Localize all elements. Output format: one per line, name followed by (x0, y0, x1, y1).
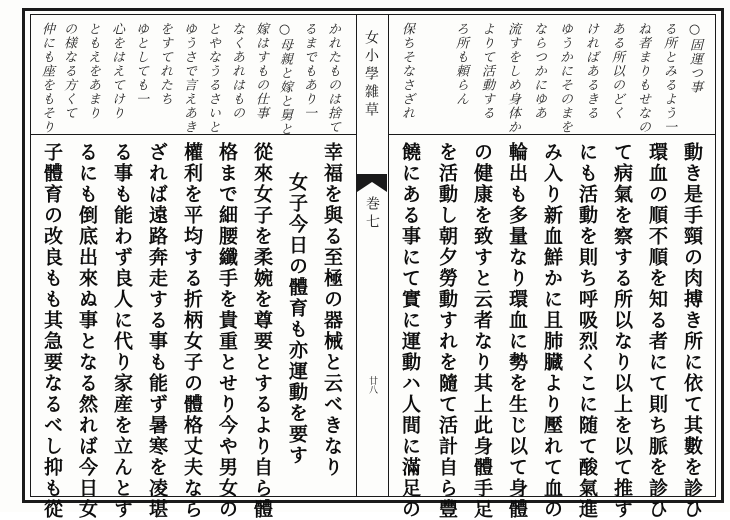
right-main-column: て病氣を察する所以なり以上を以て推す (611, 142, 633, 520)
right-annotation-column: ゆうかにそのまを (557, 22, 572, 134)
right-annotation-column: る所とみるよう一 (661, 22, 676, 134)
left-main-column: 權利を平均する折柄女子の體格丈夫なら (181, 142, 203, 520)
right-main-column: にも活動を則ち呼吸烈くこに随て酸氣進 (576, 142, 598, 520)
spine-right-line (388, 14, 389, 497)
left-annotation-column: るまでもあり一 (301, 22, 316, 120)
left-annotation-column: 仲にも座をもそり (39, 22, 54, 134)
right-main-column: 動き是手頸の肉搏き所に依て其數を診ひ (681, 142, 703, 520)
left-main-column: 格まで細腰纖手を貴重とせり今や男女の (216, 142, 238, 520)
right-annotation-column: ければあるきる (583, 22, 598, 120)
left-main-column: 女子今日の體育も亦運動を要す (286, 172, 308, 466)
left-annotation-column: をすてれたち (157, 22, 172, 106)
left-main-column: る事も能わず良人に代り家産を立んとす (111, 142, 133, 520)
left-annotation-column: なくあれはもの (229, 22, 244, 120)
right-main-column: 輪出も多量なり環血に勢を生じ以て身體 (506, 142, 528, 520)
right-annotation-column: ならつかにゆあ (531, 22, 546, 120)
right-annotation-column: ろ所も頼らん (453, 22, 468, 106)
left-annotation-column: 嫁はすもの仕事 (253, 22, 268, 120)
left-annotation-column: ゆうさで言えあき (181, 22, 196, 134)
spine-page-number: 廿八 (367, 376, 377, 394)
left-annotation-column: の様なる方くて (61, 22, 76, 120)
right-annotation-column: ○固運つ事 (687, 22, 702, 94)
left-annotation-column: とやなうるさいと (205, 22, 220, 134)
left-main-column: ざれば遠路奔走する事も能ず暑寒を凌堪 (146, 142, 168, 520)
spine-book-title: 女小學雜草 (363, 30, 379, 120)
right-main-column: み入り新血鮮かに且肺臓より壓れて血の (541, 142, 563, 520)
left-main-column: 子體育の改良もも其急要なるべし抑も從 (41, 142, 63, 520)
left-main-column: 幸福を與る至極の器械と云べきなり (321, 142, 343, 478)
right-main-column: 饒にある事にて實に運動ハ人間に滿足の (399, 142, 421, 520)
fishtail-ornament-icon (357, 174, 387, 192)
right-annotation-column: ね者まりもせなの (635, 22, 650, 134)
left-header-divider (30, 134, 356, 135)
right-annotation-column: 流すをしめ身体か (505, 22, 520, 134)
left-main-column: 從來女子を柔婉を尊要とするより自ら體 (251, 142, 273, 520)
spine-volume: 巻七 (364, 196, 380, 232)
right-main-column: を活動し朝夕勞動すれを隨て活計自ら豐 (436, 142, 458, 520)
left-main-column: るにも倒底出來ぬ事となる然れば今日女 (76, 142, 98, 520)
right-main-column: 環血の順不順を知る者にて則ち脈を診ひ (646, 142, 668, 520)
right-annotation-column: よりて活動する (479, 22, 494, 120)
left-annotation-column: かれたものは捨て (325, 22, 340, 134)
spine-left-line (356, 14, 357, 497)
left-annotation-column: ○母親と嫁と舅と (277, 22, 292, 136)
left-annotation-column: 心をはえてけり (109, 22, 124, 120)
right-annotation-column: ある所以のどく (609, 22, 624, 120)
right-header-divider (388, 134, 716, 135)
left-annotation-column: ゆとしても一 (133, 22, 148, 106)
right-annotation-column: 保ちそなさざれ (399, 22, 414, 120)
right-main-column: の健康を致すと云者なり其上此身體手足 (471, 142, 493, 520)
left-annotation-column: ともえをあまり (85, 22, 100, 120)
